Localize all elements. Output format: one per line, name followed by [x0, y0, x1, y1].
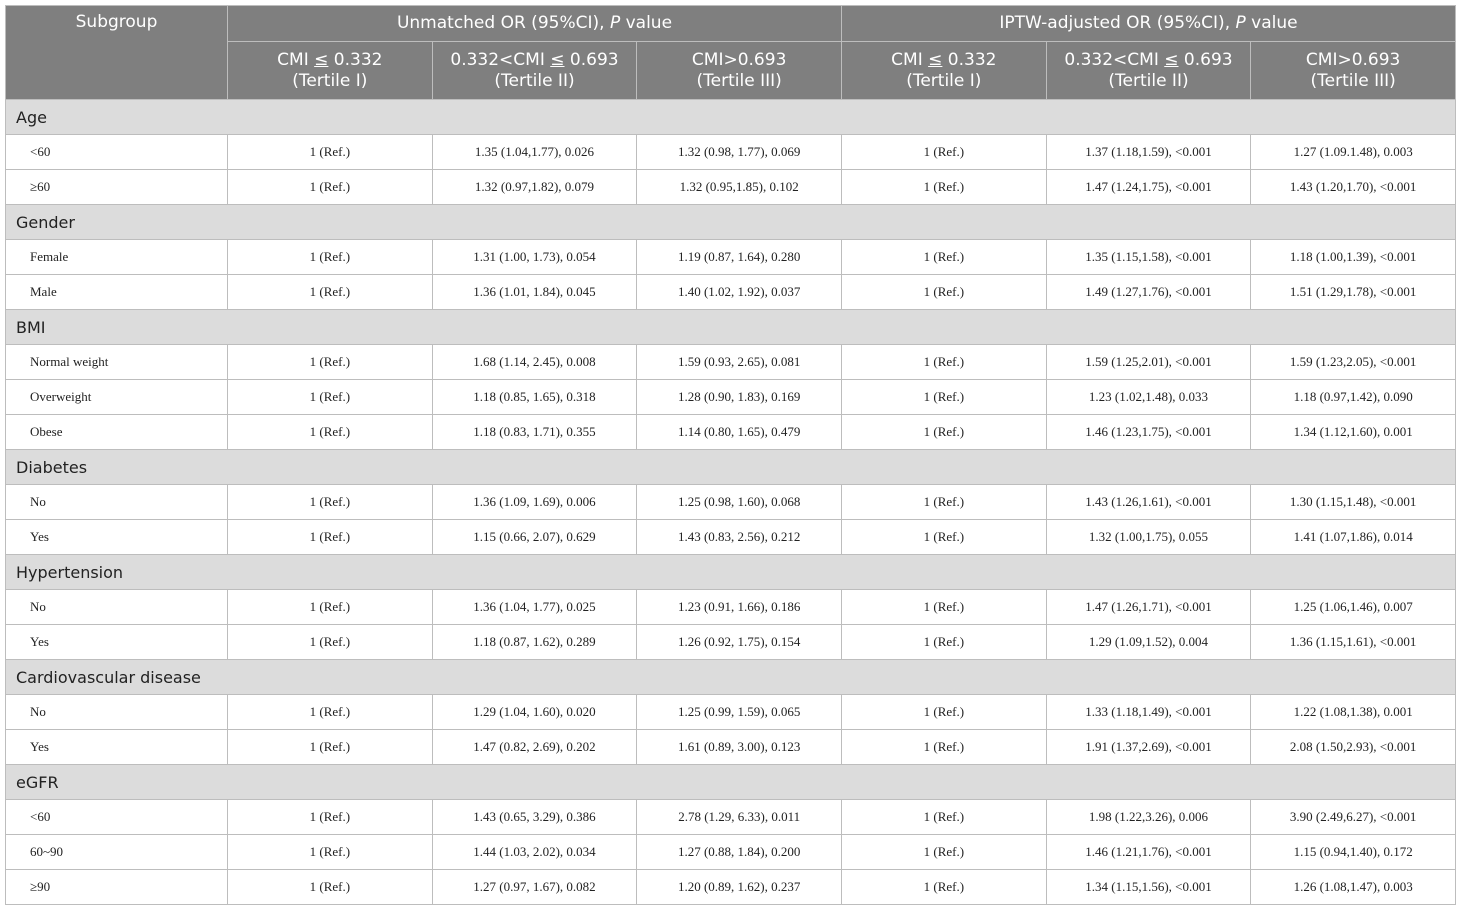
row-label: Yes [6, 625, 228, 660]
table-row [6, 835, 1456, 870]
row-label: Obese [6, 415, 228, 450]
table-cell: 1.36 (1.09, 1.69), 0.006 [432, 485, 637, 520]
group-label: Hypertension [6, 555, 1456, 590]
row-label: No [6, 485, 228, 520]
group-header-row [6, 555, 1456, 590]
table-cell: 1.46 (1.23,1.75), <0.001 [1046, 415, 1251, 450]
table-row [6, 695, 1456, 730]
table-cell: 1.91 (1.37,2.69), <0.001 [1046, 730, 1251, 765]
table-cell: 2.08 (1.50,2.93), <0.001 [1251, 730, 1456, 765]
table-row [6, 415, 1456, 450]
iptw-tertile-header: CMI>0.693 (Tertile III) [1251, 42, 1456, 100]
table-cell: 1.43 (1.20,1.70), <0.001 [1251, 170, 1456, 205]
table-cell: 1.27 (0.97, 1.67), 0.082 [432, 870, 637, 905]
table-cell: 1 (Ref.) [228, 870, 433, 905]
table-cell: 1.44 (1.03, 2.02), 0.034 [432, 835, 637, 870]
row-label: Female [6, 240, 228, 275]
table-cell: 1.28 (0.90, 1.83), 0.169 [637, 380, 842, 415]
table-cell: 1 (Ref.) [228, 695, 433, 730]
table-cell: 1 (Ref.) [228, 835, 433, 870]
table-cell: 1.27 (1.09.1.48), 0.003 [1251, 135, 1456, 170]
table-cell: 1.25 (1.06,1.46), 0.007 [1251, 590, 1456, 625]
table-row [6, 625, 1456, 660]
table-cell: 1.33 (1.18,1.49), <0.001 [1046, 695, 1251, 730]
table-cell: 1.15 (0.66, 2.07), 0.629 [432, 520, 637, 555]
unmatched-tertile-header: CMI ≤ 0.332 (Tertile I) [228, 42, 433, 100]
table-cell: 1.18 (0.85, 1.65), 0.318 [432, 380, 637, 415]
table-cell: 1 (Ref.) [228, 170, 433, 205]
group-label: Diabetes [6, 450, 1456, 485]
table-row [6, 590, 1456, 625]
subgroup-or-table [5, 5, 1456, 905]
row-label: ≥60 [6, 170, 228, 205]
row-label: <60 [6, 800, 228, 835]
group-header-row [6, 450, 1456, 485]
table-cell: 1.36 (1.01, 1.84), 0.045 [432, 275, 637, 310]
table-cell: 3.90 (2.49,6.27), <0.001 [1251, 800, 1456, 835]
table-cell: 1.32 (0.98, 1.77), 0.069 [637, 135, 842, 170]
table-cell: 1.32 (1.00,1.75), 0.055 [1046, 520, 1251, 555]
row-label: Yes [6, 730, 228, 765]
table-cell: 1 (Ref.) [228, 730, 433, 765]
table-cell: 1.29 (1.04, 1.60), 0.020 [432, 695, 637, 730]
table-cell: 1 (Ref.) [842, 345, 1047, 380]
table-cell: 1 (Ref.) [842, 590, 1047, 625]
table-cell: 1.32 (0.97,1.82), 0.079 [432, 170, 637, 205]
table-cell: 1.18 (0.83, 1.71), 0.355 [432, 415, 637, 450]
table-cell: 1.25 (0.98, 1.60), 0.068 [637, 485, 842, 520]
iptw-tertile-header: 0.332<CMI ≤ 0.693 (Tertile II) [1046, 42, 1251, 100]
table-row [6, 485, 1456, 520]
row-label: Normal weight [6, 345, 228, 380]
table-cell: 1.32 (0.95,1.85), 0.102 [637, 170, 842, 205]
row-label: <60 [6, 135, 228, 170]
table-cell: 1.19 (0.87, 1.64), 0.280 [637, 240, 842, 275]
table-row [6, 345, 1456, 380]
group-label: Cardiovascular disease [6, 660, 1456, 695]
table-row [6, 520, 1456, 555]
table-cell: 1.18 (0.87, 1.62), 0.289 [432, 625, 637, 660]
group-header-row [6, 310, 1456, 345]
table-cell: 1 (Ref.) [228, 345, 433, 380]
table-cell: 1.36 (1.04, 1.77), 0.025 [432, 590, 637, 625]
table-row [6, 135, 1456, 170]
table-cell: 1 (Ref.) [842, 380, 1047, 415]
table-cell: 1.49 (1.27,1.76), <0.001 [1046, 275, 1251, 310]
row-label: No [6, 590, 228, 625]
table-cell: 1.43 (0.65, 3.29), 0.386 [432, 800, 637, 835]
subgroup-header: Subgroup [6, 6, 228, 100]
table-cell: 1.25 (0.99, 1.59), 0.065 [637, 695, 842, 730]
table-cell: 1.15 (0.94,1.40), 0.172 [1251, 835, 1456, 870]
table-cell: 1.35 (1.15,1.58), <0.001 [1046, 240, 1251, 275]
table-cell: 1.20 (0.89, 1.62), 0.237 [637, 870, 842, 905]
group-header-row [6, 205, 1456, 240]
table-cell: 1 (Ref.) [228, 625, 433, 660]
table-row [6, 800, 1456, 835]
table-row [6, 730, 1456, 765]
table-cell: 1 (Ref.) [228, 590, 433, 625]
table-cell: 1 (Ref.) [842, 240, 1047, 275]
group-label: Gender [6, 205, 1456, 240]
row-label: No [6, 695, 228, 730]
table-cell: 1.30 (1.15,1.48), <0.001 [1251, 485, 1456, 520]
table-cell: 1.59 (1.23,2.05), <0.001 [1251, 345, 1456, 380]
row-label: Yes [6, 520, 228, 555]
table-cell: 1.23 (1.02,1.48), 0.033 [1046, 380, 1251, 415]
table-cell: 1.40 (1.02, 1.92), 0.037 [637, 275, 842, 310]
table-cell: 1.34 (1.12,1.60), 0.001 [1251, 415, 1456, 450]
table-cell: 1.61 (0.89, 3.00), 0.123 [637, 730, 842, 765]
group-label: eGFR [6, 765, 1456, 800]
table-row [6, 170, 1456, 205]
table-row [6, 275, 1456, 310]
table-cell: 1 (Ref.) [228, 415, 433, 450]
table-cell: 1 (Ref.) [228, 135, 433, 170]
row-label: Overweight [6, 380, 228, 415]
group-header-row [6, 765, 1456, 800]
table-cell: 1 (Ref.) [228, 800, 433, 835]
table-cell: 1.18 (0.97,1.42), 0.090 [1251, 380, 1456, 415]
iptw-tertile-header: CMI ≤ 0.332 (Tertile I) [842, 42, 1047, 100]
table-row [6, 240, 1456, 275]
table-cell: 1.27 (0.88, 1.84), 0.200 [637, 835, 842, 870]
table-cell: 1.26 (0.92, 1.75), 0.154 [637, 625, 842, 660]
unmatched-tertile-header: 0.332<CMI ≤ 0.693 (Tertile II) [432, 42, 637, 100]
table-cell: 1.47 (0.82, 2.69), 0.202 [432, 730, 637, 765]
table-cell: 1 (Ref.) [228, 485, 433, 520]
table-cell: 1.51 (1.29,1.78), <0.001 [1251, 275, 1456, 310]
table-cell: 1 (Ref.) [842, 415, 1047, 450]
row-label: ≥90 [6, 870, 228, 905]
table-cell: 1.43 (1.26,1.61), <0.001 [1046, 485, 1251, 520]
table-cell: 1 (Ref.) [842, 625, 1047, 660]
table-cell: 1.22 (1.08,1.38), 0.001 [1251, 695, 1456, 730]
table-cell: 1 (Ref.) [842, 870, 1047, 905]
table-cell: 1.68 (1.14, 2.45), 0.008 [432, 345, 637, 380]
table-cell: 1 (Ref.) [228, 240, 433, 275]
table-cell: 1 (Ref.) [842, 695, 1047, 730]
table-body [6, 100, 1456, 905]
table-cell: 1 (Ref.) [228, 275, 433, 310]
table-cell: 1.34 (1.15,1.56), <0.001 [1046, 870, 1251, 905]
table-cell: 1.31 (1.00, 1.73), 0.054 [432, 240, 637, 275]
group-header-row [6, 660, 1456, 695]
table-cell: 1 (Ref.) [842, 275, 1047, 310]
unmatched-header: Unmatched OR (95%CI), P value [228, 6, 842, 42]
table-container [5, 5, 1455, 905]
header-row-top [6, 6, 1456, 42]
table-cell: 1 (Ref.) [228, 520, 433, 555]
table-cell: 1.26 (1.08,1.47), 0.003 [1251, 870, 1456, 905]
table-cell: 1 (Ref.) [842, 170, 1047, 205]
table-cell: 1.14 (0.80, 1.65), 0.479 [637, 415, 842, 450]
table-cell: 1 (Ref.) [228, 380, 433, 415]
table-cell: 1 (Ref.) [842, 730, 1047, 765]
group-label: Age [6, 100, 1456, 135]
table-cell: 1 (Ref.) [842, 835, 1047, 870]
group-label: BMI [6, 310, 1456, 345]
table-cell: 1.36 (1.15,1.61), <0.001 [1251, 625, 1456, 660]
table-cell: 1.47 (1.26,1.71), <0.001 [1046, 590, 1251, 625]
table-cell: 1 (Ref.) [842, 485, 1047, 520]
table-cell: 1.37 (1.18,1.59), <0.001 [1046, 135, 1251, 170]
table-cell: 1 (Ref.) [842, 135, 1047, 170]
group-header-row [6, 100, 1456, 135]
iptw-header: IPTW-adjusted OR (95%CI), P value [842, 6, 1456, 42]
table-cell: 2.78 (1.29, 6.33), 0.011 [637, 800, 842, 835]
table-cell: 1.18 (1.00,1.39), <0.001 [1251, 240, 1456, 275]
table-cell: 1.98 (1.22,3.26), 0.006 [1046, 800, 1251, 835]
table-cell: 1.41 (1.07,1.86), 0.014 [1251, 520, 1456, 555]
table-cell: 1 (Ref.) [842, 800, 1047, 835]
table-cell: 1.29 (1.09,1.52), 0.004 [1046, 625, 1251, 660]
table-cell: 1 (Ref.) [842, 520, 1047, 555]
table-cell: 1.47 (1.24,1.75), <0.001 [1046, 170, 1251, 205]
unmatched-tertile-header: CMI>0.693 (Tertile III) [637, 42, 842, 100]
table-row [6, 870, 1456, 905]
table-cell: 1.35 (1.04,1.77), 0.026 [432, 135, 637, 170]
table-row [6, 380, 1456, 415]
table-cell: 1.23 (0.91, 1.66), 0.186 [637, 590, 842, 625]
table-cell: 1.59 (0.93, 2.65), 0.081 [637, 345, 842, 380]
row-label: Male [6, 275, 228, 310]
table-cell: 1.46 (1.21,1.76), <0.001 [1046, 835, 1251, 870]
table-cell: 1.43 (0.83, 2.56), 0.212 [637, 520, 842, 555]
row-label: 60~90 [6, 835, 228, 870]
table-cell: 1.59 (1.25,2.01), <0.001 [1046, 345, 1251, 380]
